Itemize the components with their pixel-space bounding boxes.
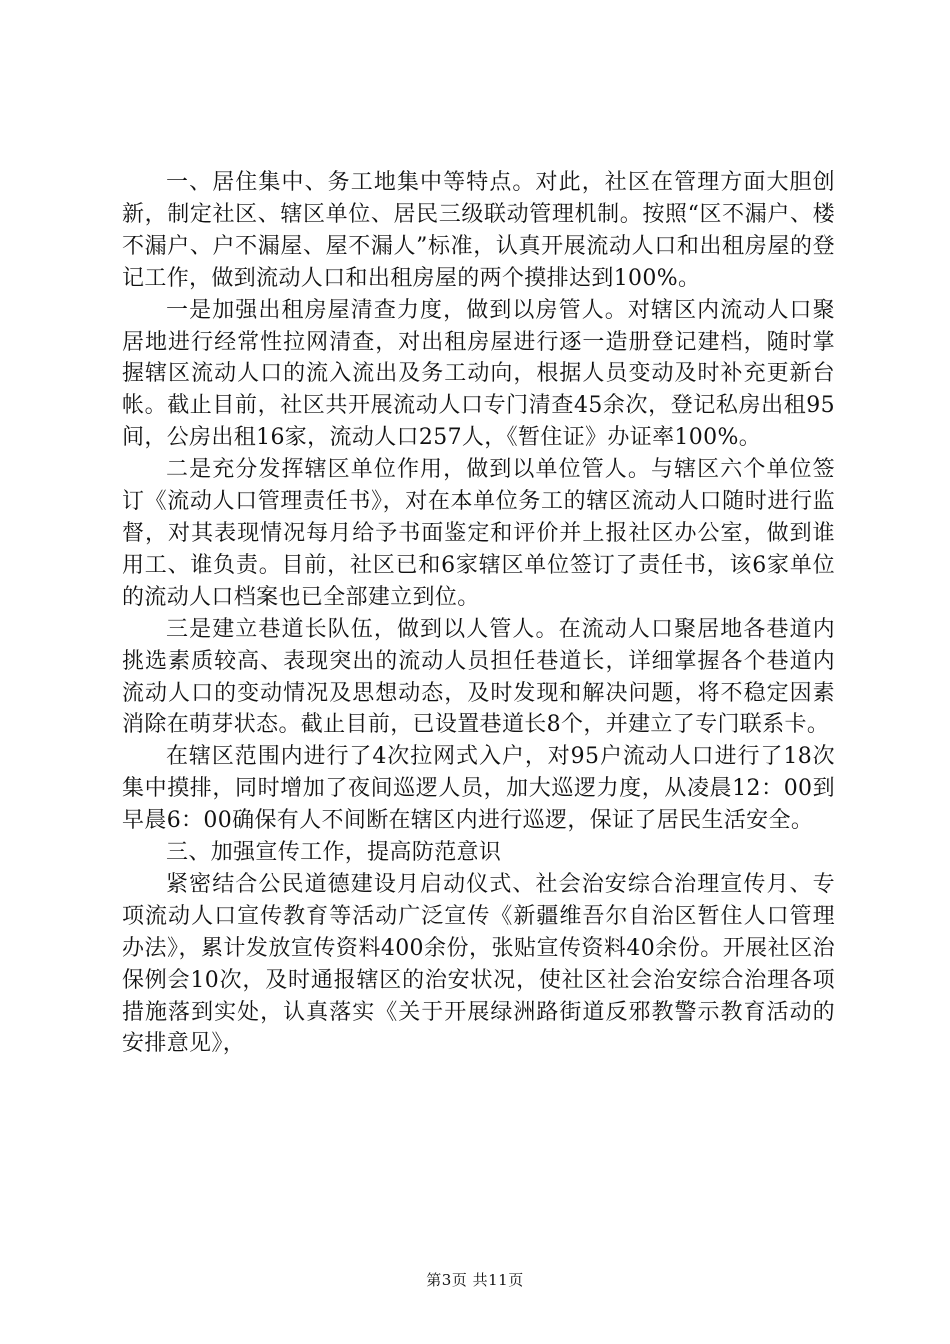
section-heading-publicity: 三、加强宣传工作，提高防范意识 — [166, 840, 502, 866]
paragraph-rental-housing: 一是加强出租房屋清查力度，做到以房管人。对辖区内流动人口聚居地进行经常性拉网清查，对出租房屋进行逐一造册登记建档，随时掌握辖区流动人口的流入流出及务工动向，根据人员变动及时补充更新台帐。截止目前，社区共开展流动人口专门清查45余次，登记私房出租95间，公房出租16家，流动人口257人，《暂住证》办证率100%。 — [122, 297, 835, 451]
document-body — [122, 167, 835, 1060]
paragraph-unit-management: 二是充分发挥辖区单位作用，做到以单位管人。与辖区六个单位签订《流动人口管理责任书》，对在本单位务工的辖区流动人口随时进行监督，对其表现情况每月给予书面鉴定和评价并上报社区办公室，做到谁用工、谁负责。目前，社区已和6家辖区单位签订了责任书，该6家单位的流动人口档案也已全部建立到位。 — [122, 457, 835, 610]
paragraph-patrols: 在辖区范围内进行了4次拉网式入户，对95户流动人口进行了18次集中摸排，同时增加了夜间巡逻人员，加大巡逻力度，从凌晨12：00到早晨6：00确保有人不间断在辖区内进行巡逻，保证了居民生活安全。 — [122, 744, 835, 834]
paragraph-alley-leaders: 三是建立巷道长队伍，做到以人管人。在流动人口聚居地各巷道内挑选素质较高、表现突出的流动人员担任巷道长，详细掌握各个巷道内流动人口的变动情况及思想动态，及时发现和解决问题，将不稳定因素消除在萌芽状态。截止目前，已设置巷道长8个，并建立了专门联系卡。 — [122, 616, 835, 738]
paragraph-publicity: 紧密结合公民道德建设月启动仪式、社会治安综合治理宣传月、专项流动人口宣传教育等活动广泛宣传《新疆维吾尔自治区暂住人口管理办法》，累计发放宣传资料400余份，张贴宣传资料40余份。开展社区治保例会10次，及时通报辖区的治安状况，使社区社会治安综合治理各项措施落到实处，认真落实《关于开展绿洲路街道反邪教警示教育活动的安排意见》， — [122, 871, 835, 1057]
paragraph-intro: 一、居住集中、务工地集中等特点。对此，社区在管理方面大胆创新，制定社区、辖区单位、居民三级联动管理机制。按照“区不漏户、楼不漏户、户不漏屋、屋不漏人”标准，认真开展流动人口和出租房屋的登记工作，做到流动人口和出租房屋的两个摸排达到100%。 — [122, 170, 835, 291]
page-number-footer: 第3页 共11页 — [426, 1271, 524, 1289]
